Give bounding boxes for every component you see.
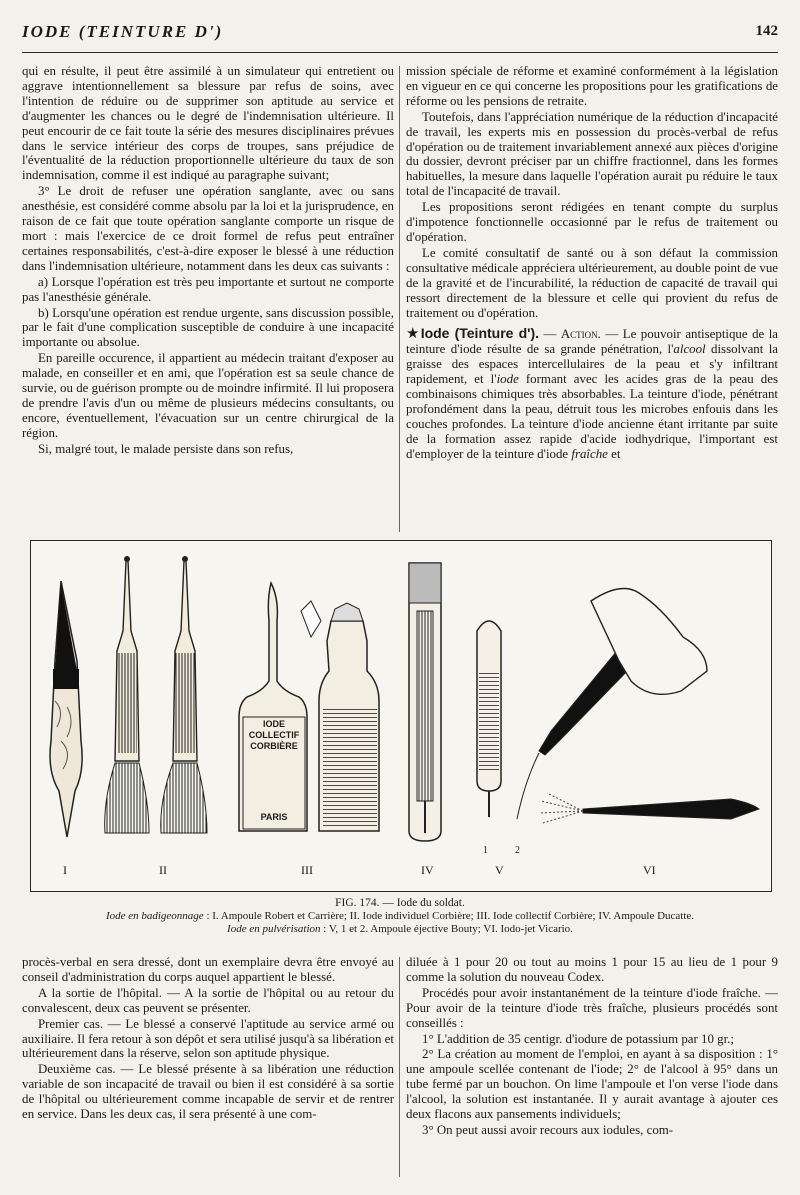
left-column-bottom <box>22 955 394 1180</box>
paragraph: 3° On peut aussi avoir recours aux iodules, com- <box>422 1122 674 1137</box>
caption-prefix: Iode en pulvérisation <box>227 923 321 935</box>
bottom-text-columns <box>22 955 778 1180</box>
entry-term: iode <box>496 372 519 387</box>
entry-text: dissolvant la graisse des espaces intercellulaires de la peau et s'y infiltrant rapidement, et l' <box>406 342 778 387</box>
entry-heading: Iode (Teinture d'). <box>420 325 540 342</box>
paragraph: 2° La création au moment de l'emploi, en ayant à sa disposition : 1° une ampoule scellée contenant de l'iode; 2° de l'alcool à 95° dans un tube fermé par un bouchon. On lime l'ampoule et l'on verse l'iode dans l'alcool, la solution est instantanée. Il y aurait avantage à ajouter ces deux flacons aux pansements individuels; <box>406 1047 778 1122</box>
figure-174 <box>30 540 772 892</box>
paragraph: Les propositions seront rédigées en tenant compte du surplus d'impotence fonctionnelle occasionné par le refus de traitement ou d'opération. <box>406 200 778 244</box>
entry-term: fraîche <box>571 446 608 461</box>
paragraph: Procédés pour avoir instantanément de la teinture d'iode fraîche. — Pour avoir de la teinture d'iode très fraîche, plusieurs procédés sont conseillés : <box>406 985 778 1030</box>
bottle-label-line: PARIS <box>260 812 288 822</box>
caption-line <box>22 923 778 936</box>
figure-label-4: IV <box>421 863 434 877</box>
dictionary-entry: ★Iode (Teinture d'). — Action. — Le pouvoir antiseptique de la teinture d'iode résulte de sa grande pénétration, l'alcool dissolvant la graisse des espaces intercellulaires de la peau et s'y infiltrant rapidement, et l'iode formant avec les acides gras de la peau des combinaisons chimiques très absorbables. La teinture d'iode, pénétrant profondément dans la peau, détruit tous les microbes enfouis dans les couches profondes. La teinture d'iode ancienne étant irritante par suite de la formation assez rapide d'acide iodhydrique, l'important est d'employer de la teinture d'iode fraîche et <box>406 324 778 461</box>
figure-illustration <box>31 541 771 891</box>
entry-text: formant avec les acides gras de la peau des combinaisons chimiques très absorbables. La teinture d'iode, pénétrant profondément dans la peau, détruit tous les microbes enfouis dans les couches profondes. La teinture d'iode ancienne étant irritante par suite de la formation assez rapide d'acide iodhydrique, l'important est d'employer de la teinture d'iode <box>406 372 778 461</box>
iodo-jet-vicario <box>517 589 759 824</box>
figure-label-5: V <box>495 863 504 877</box>
figure-sublabel-1: 1 <box>483 845 488 856</box>
figure-sublabel-2: 2 <box>515 845 520 856</box>
star-icon: ★ <box>406 324 421 343</box>
figure-caption <box>22 897 778 936</box>
bottle-label <box>243 719 305 823</box>
figure-label-3: III <box>301 863 313 877</box>
paragraph: diluée à 1 pour 20 ou tout au moins 1 pour 15 au lieu de 1 pour 9 comme la solution du nouveau Codex. <box>406 955 778 984</box>
column-divider <box>399 957 400 1177</box>
figure-label-2: II <box>159 863 167 877</box>
entry-section: Action. <box>560 327 601 342</box>
caption-prefix: Iode en badigeonnage <box>105 910 204 922</box>
paragraph: 1° L'addition de 35 centigr. d'iodure de potassium par 10 gr.; <box>422 1031 734 1046</box>
ampoule-robert-carriere <box>50 581 82 837</box>
figure-label-1: I <box>63 863 67 877</box>
paragraph: Le comité consultatif de santé ou à son défaut la commission consultative médicale appréciera ultérieurement, au double point de vue de la gravité et de l'incurabilité, la réduction de capacité de travail qui ressort directement de la blessure et celle qui provient du refus de traitement ou d'opération. <box>406 245 778 320</box>
paragraph: procès-verbal en sera dressé, dont un exemplaire devra être envoyé au conseil d'administration du corps auquel appartient le blessé. <box>22 955 394 984</box>
paragraph: A la sortie de l'hôpital. — A la sortie de l'hôpital ou au retour du convalescent, deux cas peuvent se présenter. <box>22 985 394 1015</box>
bottle-label-line: CORBIÈRE <box>250 741 298 751</box>
top-text-columns <box>22 64 778 534</box>
paragraph: 3° Le droit de refuser une opération sanglante, avec ou sans anesthésie, est considéré comme absolu par la loi et la jurisprudence, en raison de ce fait que toute opération sanglante comporte un risque de mort : mais l'exercice de ce droit formel de refus peut entraîner certaines responsabilités, c'est-à-dire exposer le blessé à une réduction dans l'indemnisation ultérieure, notamment dans les deux cas suivants : <box>22 184 394 273</box>
paragraph: Si, malgré tout, le malade persiste dans son refus, <box>38 441 294 456</box>
paragraph: Premier cas. — Le blessé a conservé l'aptitude au service armé ou auxiliaire. Il fera retour à son dépôt et sera utilisé jusqu'à sa libération et ultérieurement dans la réserve, selon son aptitude physique. <box>22 1016 394 1061</box>
bottle-label-line: COLLECTIF <box>248 730 300 740</box>
entry-term: alcool <box>673 342 706 357</box>
entry-text: — Le pouvoir antiseptique de la teinture d'iode résulte de sa grande pénétration, l' <box>406 327 778 357</box>
paragraph: qui en résulte, il peut être assimilé à un simulateur qui entretient ou aggrave intentionnellement sa blessure par refus de soins, avec l'intention de réduire ou de supprimer son aptitude au service et d'augmenter les chances ou le degré de l'indemnisation ultérieure. Il peut encourir de ce fait toute la série des mesures disciplinaires prévues dans le service intérieur des corps de troupes, sans préjudice de l'éventualité de la réduction proportionnelle ultérieure du taux de son indemnisation, comme il est indiqué au paragraphe suivant; <box>22 64 394 183</box>
caption-text: : V, 1 et 2. Ampoule éjective Bouty; VI. Iodo-jet Vicario. <box>320 923 573 935</box>
paragraph: Deuxième cas. — Le blessé présente à sa libération une réduction variable de son incapacité de travail ou bien il est considéré à sa sortie de l'hôpital ou ultérieurement comme incapable de servir et de rentrer en service. Dans les deux cas, il sera présenté à une com- <box>22 1062 394 1122</box>
column-divider <box>399 66 400 532</box>
entry-text: et <box>607 446 621 461</box>
page-number: 142 <box>755 23 778 39</box>
bottle-label-line: IODE <box>262 719 285 729</box>
iode-individuel-corbiere <box>105 556 207 833</box>
caption-title: FIG. 174. — Iode du soldat. <box>335 897 465 909</box>
running-title: IODE (TEINTURE D') <box>22 22 224 41</box>
paragraph: a) Lorsque l'opération est très peu importante et surtout ne comporte pas l'anesthésie générale. <box>22 274 394 304</box>
paragraph: mission spéciale de réforme et examiné conformément à la législation en vigueur en ce qui concerne les propositions pour les gratifications de réforme ou les pensions de retraite. <box>406 64 778 108</box>
right-column-bottom <box>406 955 778 1180</box>
caption-text: : I. Ampoule Robert et Carrière; II. Iode individuel Corbière; III. Iode collectif Corbière; IV. Ampoule Ducatte. <box>203 910 695 922</box>
running-header <box>22 18 778 53</box>
caption-line <box>22 910 778 923</box>
left-column-top <box>22 64 394 534</box>
right-column-top <box>406 64 778 534</box>
figure-label-6: VI <box>643 863 656 877</box>
ampoule-ejective-bouty <box>477 621 501 817</box>
ampoule-ducatte <box>409 563 441 841</box>
paragraph: Toutefois, dans l'appréciation numérique de la réduction d'incapacité de travail, les experts mis en possession du procès-verbal de refus d'opération ou de traitement invariablement annexé aux pièces d'origine du dossier, devront préciser par un chiffre fractionnel, dans les formes habituelles, la mesure dans laquelle l'opération aurait pu réduire le taux total de l'incapacité de travail. <box>406 109 778 199</box>
paragraph: b) Lorsqu'une opération est rendue urgente, sans discussion possible, par le fait d'une complication susceptible de conduire à une incapacité importante ou absolue. <box>22 305 394 350</box>
paragraph: En pareille occurence, il appartient au médecin traitant d'exposer au malade, en conseiller et en ami, que l'opération est sa seule chance de survie, ou de guérison prompte ou de moindre infirmité. Il lui proposera de prendre l'avis d'un ou même de plusieurs médecins consultants, ou encore, éventuellement, l'évacuation sur un centre chirurgical de la région. <box>22 351 394 440</box>
